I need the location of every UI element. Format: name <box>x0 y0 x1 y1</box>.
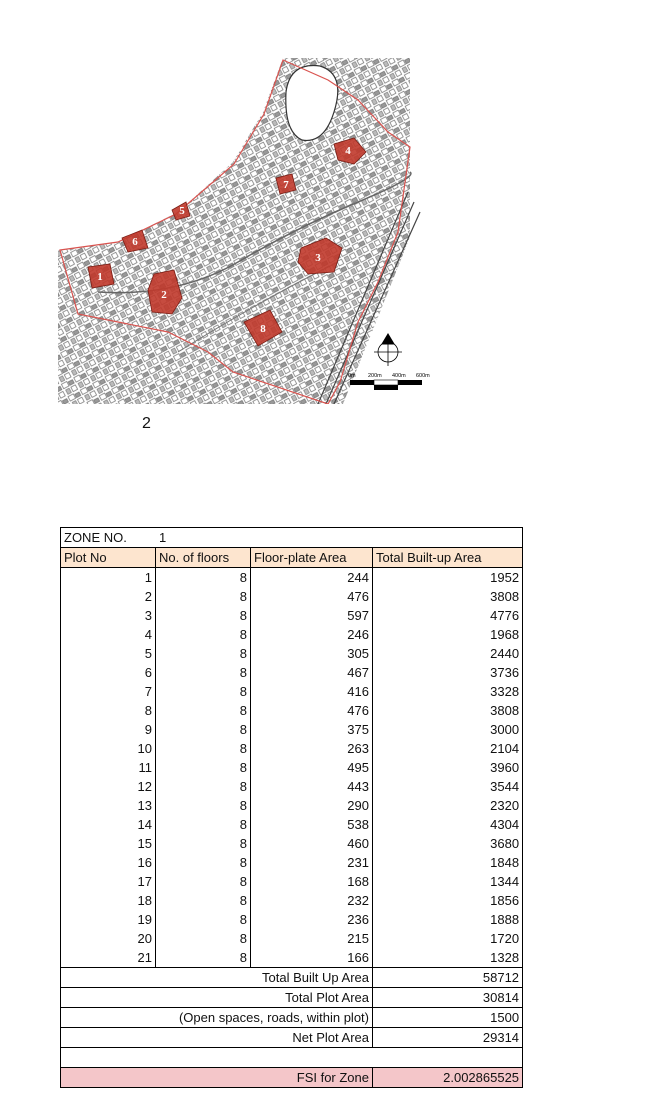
summary-row <box>61 968 523 988</box>
total-built-up-cell: 2440 <box>373 644 523 663</box>
floors-cell: 8 <box>156 644 251 663</box>
total-built-up-cell: 4776 <box>373 606 523 625</box>
blank-row <box>61 1048 523 1068</box>
floors-cell: 8 <box>156 625 251 644</box>
total-built-up-cell: 3328 <box>373 682 523 701</box>
plot-no-cell: 15 <box>61 834 156 853</box>
total-built-up-cell: 2320 <box>373 796 523 815</box>
floor-plate-area-cell: 305 <box>251 644 373 663</box>
plot-no-cell: 19 <box>61 910 156 929</box>
floor-plate-area-cell: 246 <box>251 625 373 644</box>
fsi-row <box>61 1068 523 1088</box>
floors-cell: 8 <box>156 891 251 910</box>
floors-cell: 8 <box>156 587 251 606</box>
total-built-up-cell: 3736 <box>373 663 523 682</box>
floor-plate-area-cell: 495 <box>251 758 373 777</box>
table-row <box>61 853 523 872</box>
total-built-up-cell: 3960 <box>373 758 523 777</box>
total-built-up-cell: 1968 <box>373 625 523 644</box>
plot-no-cell: 18 <box>61 891 156 910</box>
summary-row <box>61 1008 523 1028</box>
header-floor-plate-area: Floor-plate Area <box>251 548 373 568</box>
fsi-label: FSI for Zone <box>61 1068 373 1088</box>
plot-no-cell: 16 <box>61 853 156 872</box>
plot-no-cell: 10 <box>61 739 156 758</box>
table-row <box>61 758 523 777</box>
table-row <box>61 777 523 796</box>
floors-cell: 8 <box>156 739 251 758</box>
fsi-table <box>60 527 523 1088</box>
header-row <box>61 548 523 568</box>
summary-row <box>61 1028 523 1048</box>
floors-cell: 8 <box>156 682 251 701</box>
summary-value: 29314 <box>373 1028 523 1048</box>
north-arrow-icon <box>374 334 402 366</box>
floors-cell: 8 <box>156 568 251 588</box>
floor-plate-area-cell: 231 <box>251 853 373 872</box>
floor-plate-area-cell: 467 <box>251 663 373 682</box>
plot-no-cell: 21 <box>61 948 156 968</box>
plot-no-cell: 3 <box>61 606 156 625</box>
total-built-up-cell: 3544 <box>373 777 523 796</box>
floor-plate-area-cell: 538 <box>251 815 373 834</box>
floor-plate-area-cell: 232 <box>251 891 373 910</box>
floors-cell: 8 <box>156 910 251 929</box>
map-caption: 2 <box>142 415 151 432</box>
zone-row <box>61 528 523 548</box>
total-built-up-cell: 3808 <box>373 701 523 720</box>
plot-no-cell: 4 <box>61 625 156 644</box>
plot-label-4: 4 <box>345 145 351 157</box>
floors-cell: 8 <box>156 948 251 968</box>
zone-value: 1 <box>159 530 167 545</box>
scale-label-200: 200m <box>368 373 382 379</box>
table-row <box>61 929 523 948</box>
total-built-up-cell: 1856 <box>373 891 523 910</box>
total-built-up-cell: 1952 <box>373 568 523 588</box>
scale-label-400: 400m <box>392 373 406 379</box>
table-row <box>61 644 523 663</box>
floors-cell: 8 <box>156 701 251 720</box>
zone-label: ZONE NO. <box>64 530 127 545</box>
plot-label-8: 8 <box>260 323 266 335</box>
floors-cell: 8 <box>156 872 251 891</box>
table-row <box>61 815 523 834</box>
summary-label: Total Plot Area <box>61 988 373 1008</box>
floors-cell: 8 <box>156 720 251 739</box>
floor-plate-area-cell: 215 <box>251 929 373 948</box>
table-row <box>61 587 523 606</box>
floor-plate-area-cell: 460 <box>251 834 373 853</box>
floors-cell: 8 <box>156 796 251 815</box>
plot-no-cell: 5 <box>61 644 156 663</box>
total-built-up-cell: 1344 <box>373 872 523 891</box>
table-row <box>61 796 523 815</box>
table-row <box>61 891 523 910</box>
floor-plate-area-cell: 416 <box>251 682 373 701</box>
floors-cell: 8 <box>156 663 251 682</box>
table-row <box>61 872 523 891</box>
total-built-up-cell: 4304 <box>373 815 523 834</box>
total-built-up-cell: 3808 <box>373 587 523 606</box>
plot-no-cell: 17 <box>61 872 156 891</box>
floor-plate-area-cell: 476 <box>251 701 373 720</box>
scale-bar <box>348 373 430 390</box>
table-row <box>61 625 523 644</box>
plot-no-cell: 20 <box>61 929 156 948</box>
plot-label-1: 1 <box>97 271 103 283</box>
plot-label-5: 5 <box>179 205 185 217</box>
total-built-up-cell: 1888 <box>373 910 523 929</box>
fsi-value: 2.002865525 <box>373 1068 523 1088</box>
floor-plate-area-cell: 263 <box>251 739 373 758</box>
header-floors: No. of floors <box>156 548 251 568</box>
plot-label-6: 6 <box>132 236 138 248</box>
floor-plate-area-cell: 443 <box>251 777 373 796</box>
total-built-up-cell: 3680 <box>373 834 523 853</box>
plot-label-7: 7 <box>283 179 289 191</box>
plot-label-3: 3 <box>315 252 321 264</box>
floor-plate-area-cell: 236 <box>251 910 373 929</box>
header-total-built-up-area: Total Built-up Area <box>373 548 523 568</box>
blank-cell <box>61 1048 523 1068</box>
plot-no-cell: 6 <box>61 663 156 682</box>
plot-no-cell: 7 <box>61 682 156 701</box>
table-row <box>61 701 523 720</box>
site-map <box>58 52 438 404</box>
total-built-up-cell: 1720 <box>373 929 523 948</box>
floors-cell: 8 <box>156 606 251 625</box>
table-row <box>61 568 523 588</box>
table-row <box>61 910 523 929</box>
floor-plate-area-cell: 166 <box>251 948 373 968</box>
plot-no-cell: 12 <box>61 777 156 796</box>
floor-plate-area-cell: 168 <box>251 872 373 891</box>
floor-plate-area-cell: 244 <box>251 568 373 588</box>
summary-row <box>61 988 523 1008</box>
plot-label-2: 2 <box>161 289 167 301</box>
total-built-up-cell: 2104 <box>373 739 523 758</box>
floor-plate-area-cell: 476 <box>251 587 373 606</box>
summary-label: (Open spaces, roads, within plot) <box>61 1008 373 1028</box>
plot-no-cell: 1 <box>61 568 156 588</box>
table-row <box>61 834 523 853</box>
floors-cell: 8 <box>156 853 251 872</box>
scale-label-600: 600m <box>416 373 430 379</box>
total-built-up-cell: 1328 <box>373 948 523 968</box>
total-built-up-cell: 3000 <box>373 720 523 739</box>
floors-cell: 8 <box>156 777 251 796</box>
total-built-up-cell: 1848 <box>373 853 523 872</box>
zone-cell <box>61 528 523 548</box>
table-row <box>61 739 523 758</box>
plot-no-cell: 13 <box>61 796 156 815</box>
floors-cell: 8 <box>156 758 251 777</box>
header-plot-no: Plot No <box>61 548 156 568</box>
summary-value: 1500 <box>373 1008 523 1028</box>
summary-value: 30814 <box>373 988 523 1008</box>
floors-cell: 8 <box>156 929 251 948</box>
plot-no-cell: 2 <box>61 587 156 606</box>
summary-label: Net Plot Area <box>61 1028 373 1048</box>
floor-plate-area-cell: 375 <box>251 720 373 739</box>
plot-no-cell: 8 <box>61 701 156 720</box>
scale-label-0: 0m <box>348 373 356 379</box>
table-row <box>61 606 523 625</box>
floor-plate-area-cell: 597 <box>251 606 373 625</box>
summary-label: Total Built Up Area <box>61 968 373 988</box>
table-row <box>61 663 523 682</box>
floors-cell: 8 <box>156 815 251 834</box>
table-row <box>61 720 523 739</box>
table-row <box>61 682 523 701</box>
plot-no-cell: 14 <box>61 815 156 834</box>
plot-no-cell: 11 <box>61 758 156 777</box>
plot-no-cell: 9 <box>61 720 156 739</box>
floors-cell: 8 <box>156 834 251 853</box>
floor-plate-area-cell: 290 <box>251 796 373 815</box>
table-row <box>61 948 523 968</box>
summary-value: 58712 <box>373 968 523 988</box>
